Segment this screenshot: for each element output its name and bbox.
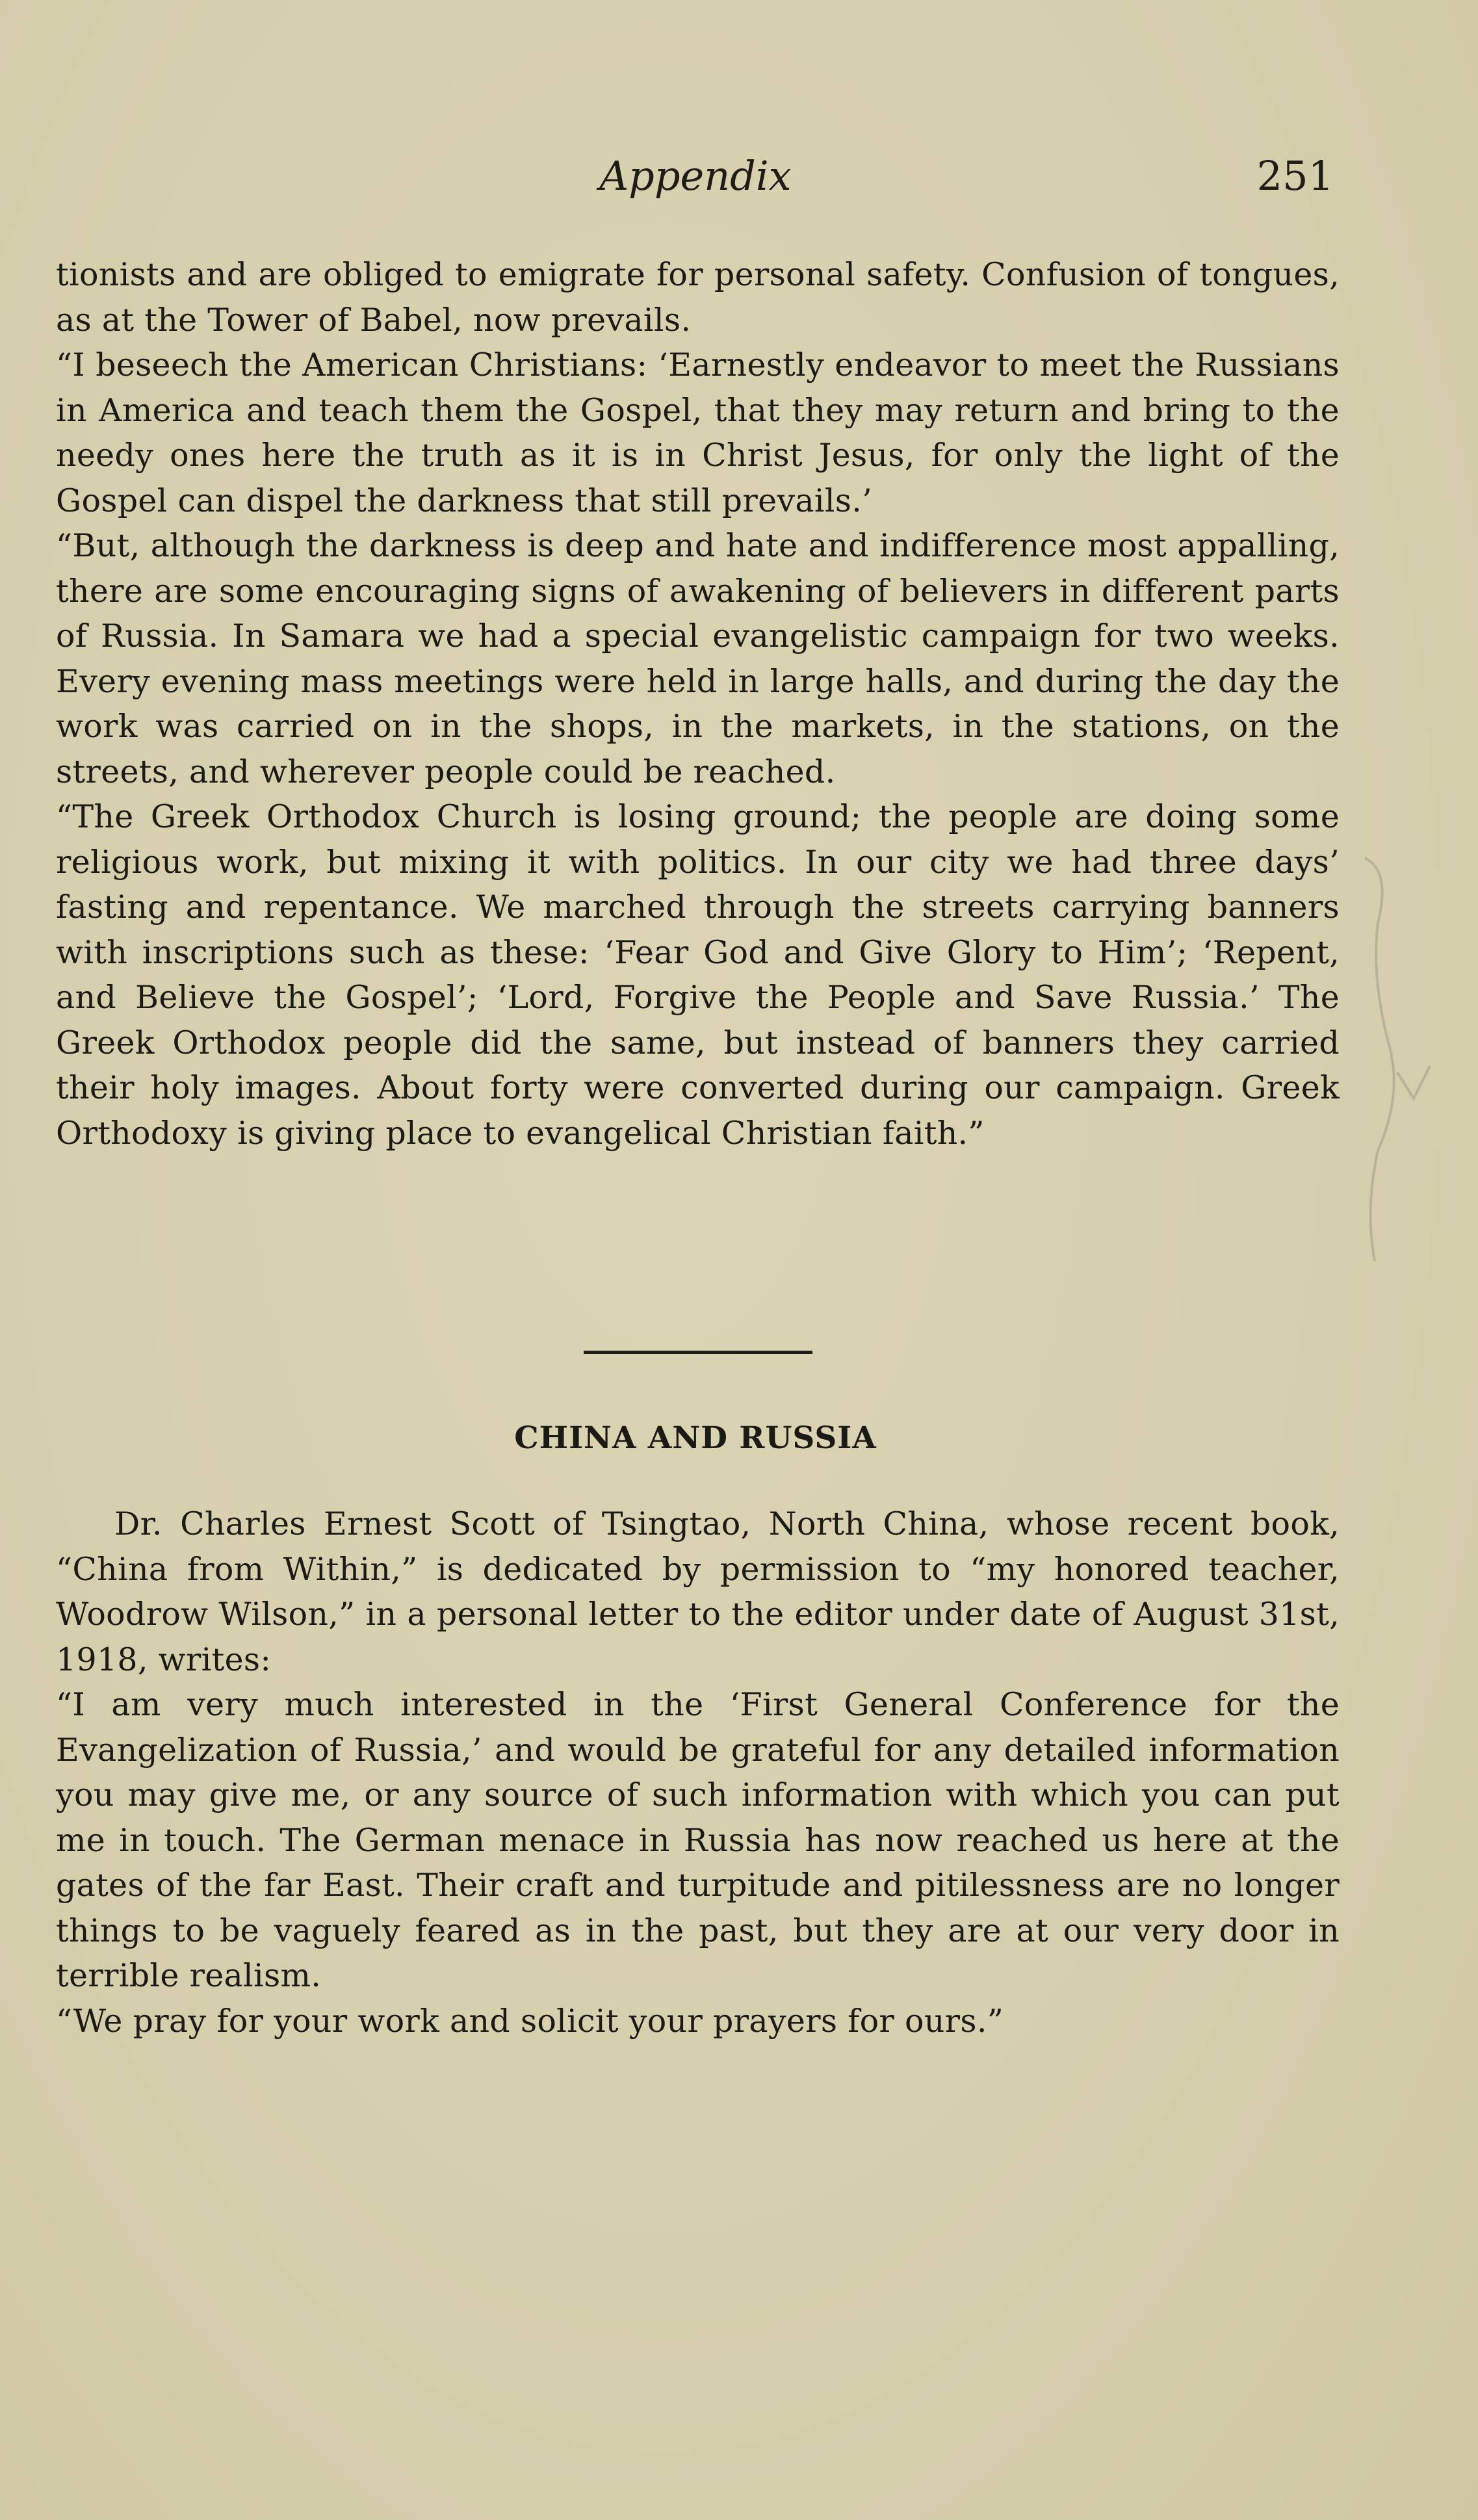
china-and-russia-text	[56, 1501, 1340, 2044]
running-head: Appendix	[599, 152, 792, 200]
paragraph: “I beseech the American Christians: ‘Earnestly endeavor to meet the Russians in America and teach them the Gospel, that they may return and bring to the needy ones here the truth as it is in Christ Jesus, for only the light of the Gospel can dispel the darkness that still prevails.’	[56, 346, 1340, 519]
paragraph: tionists and are obliged to emigrate for personal safety. Confusion of tongues, as at the Tower of Babel, now prevails.	[56, 256, 1340, 339]
paragraph: “The Greek Orthodox Church is losing ground; the people are doing some religious work, but mixing it with politics. In our city we had three days’ fasting and repentance. We marched through the streets carrying banners with inscriptions such as these: ‘Fear God and Give Glory to Him’; ‘Repent, and Believe the Gospel’; ‘Lord, Forgive the People and Save Russia.’ The Greek Orthodox people did the same, but instead of banners they carried their holy images. About forty were converted during our campaign. Greek Orthodoxy is giving place to evangelical Christian faith.”	[56, 798, 1340, 1152]
paragraph: “But, although the darkness is deep and hate and indifference most appalling, there are some encouraging signs of awakening of believers in different parts of Russia. In Samara we had a special evangelistic campaign for two weeks. Every evening mass meetings were held in large halls, and during the day the work was carried on in the shops, in the markets, in the stations, on the streets, and wherever people could be reached.	[56, 527, 1340, 790]
page-number: 251	[1256, 152, 1334, 200]
section-title: CHINA AND RUSSIA	[514, 1420, 877, 1456]
paragraph: “I am very much interested in the ‘First General Conference for the Evangelization of Russia,’ and would be grateful for any detailed information you may give me, or any source of such information with which you can put me in touch. The German menace in Russia has now reached us here at the gates of the far East. Their craft and turpitude and pitilessness are no longer things to be vaguely feared as in the past, but they are at our very door in terrible realism.	[56, 1686, 1340, 1994]
pencil-margin-mark	[1352, 845, 1449, 1300]
appendix-text-continued	[56, 252, 1340, 1156]
page-header	[0, 147, 1478, 205]
paragraph: Dr. Charles Ernest Scott of Tsingtao, North China, whose recent book, “China from Within,” is dedicated by permission to “my honored teacher, Woodrow Wilson,” in a personal letter to the editor under date of August 31st, 1918, writes:	[56, 1505, 1340, 1678]
paragraph: “We pray for your work and solicit your prayers for ours.”	[56, 2002, 1004, 2040]
section-divider	[584, 1351, 812, 1354]
